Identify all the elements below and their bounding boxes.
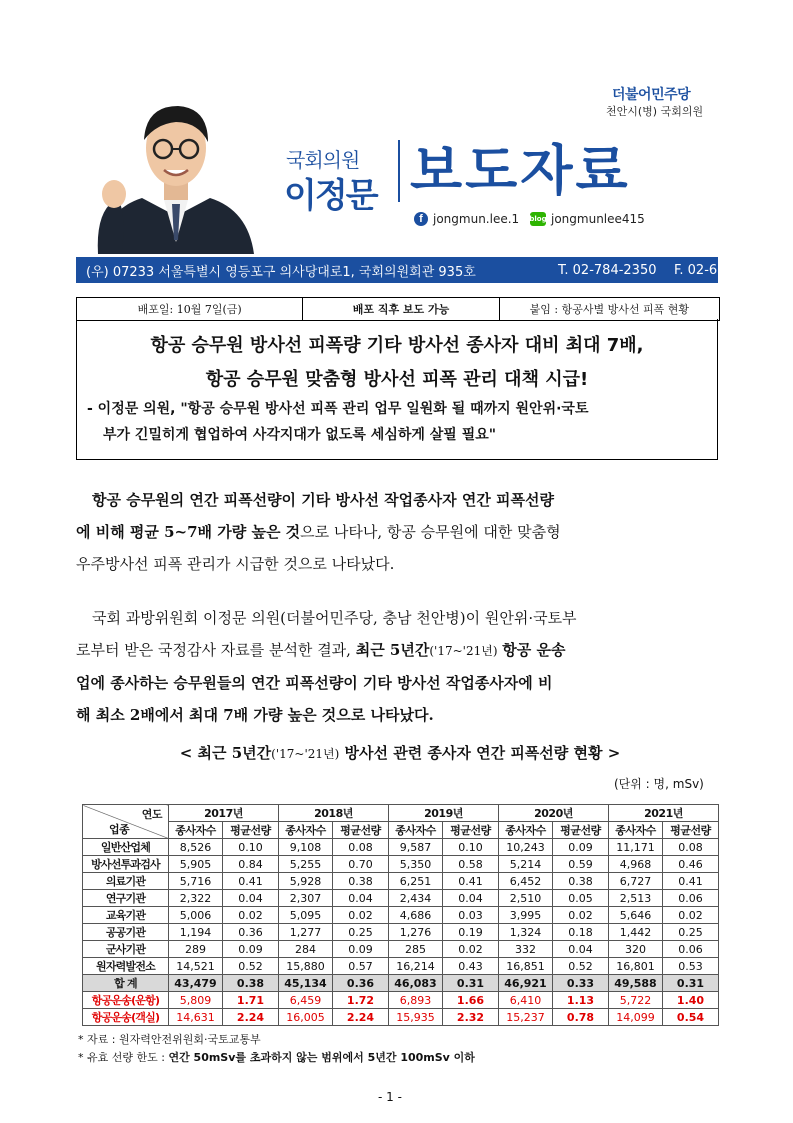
table-title-a: < 최근 5년간 [179,744,272,762]
worker-count-cell: 9,108 [279,839,333,856]
avg-dose-cell: 0.19 [443,924,499,941]
avg-dose-cell: 1.66 [443,992,499,1009]
worker-count-cell: 5,255 [279,856,333,873]
year-header: 2020년 [499,805,609,822]
worker-count-cell: 46,083 [389,975,443,992]
worker-count-cell: 5,646 [609,907,663,924]
worker-count-cell: 15,935 [389,1009,443,1026]
lead-paragraph [76,484,724,580]
fax-text: F. 02-6788-7060 [674,262,780,278]
worker-count-cell: 45,134 [279,975,333,992]
avg-dose-cell: 0.41 [223,873,279,890]
blog-handle[interactable] [530,210,645,228]
row-category: 연구기관 [83,890,169,907]
avg-dose-cell: 0.18 [553,924,609,941]
table-row [83,992,719,1009]
worker-count-cell: 5,905 [169,856,223,873]
worker-count-cell: 289 [169,941,223,958]
worker-count-cell: 5,928 [279,873,333,890]
avg-dose-cell: 0.36 [223,924,279,941]
worker-count-cell: 15,237 [499,1009,553,1026]
row-category: 원자력발전소 [83,958,169,975]
avg-dose-cell: 0.36 [333,975,389,992]
avg-dose-cell: 0.08 [333,839,389,856]
avg-dose-cell: 2.24 [333,1009,389,1026]
worker-count-cell: 14,099 [609,1009,663,1026]
table-row [83,924,719,941]
worker-count-cell: 6,251 [389,873,443,890]
table-row [83,975,719,992]
radiation-dose-table [82,804,719,1026]
table-row [83,907,719,924]
worker-count-cell: 16,801 [609,958,663,975]
avg-dose-cell: 0.38 [333,873,389,890]
dose-header: 평균선량 [553,822,609,839]
worker-count-cell: 5,809 [169,992,223,1009]
worker-count-cell: 2,307 [279,890,333,907]
facebook-handle[interactable] [414,210,519,228]
dose-header: 평균선량 [443,822,499,839]
worker-count-cell: 16,851 [499,958,553,975]
avg-dose-cell: 0.41 [663,873,719,890]
table-row [83,1009,719,1026]
lead-text-b: 에 비해 평균 5~7배 가량 높은 것 [76,523,301,541]
avg-dose-cell: 0.33 [553,975,609,992]
body-text-e: 항공 운송 [502,641,566,659]
worker-count-cell: 6,410 [499,992,553,1009]
row-category: 항공운송(운항) [83,992,169,1009]
avg-dose-cell: 0.70 [333,856,389,873]
avg-dose-cell: 0.02 [333,907,389,924]
avg-dose-cell: 0.54 [663,1009,719,1026]
row-category: 합 계 [83,975,169,992]
avg-dose-cell: 0.02 [443,941,499,958]
avg-dose-cell: 0.38 [553,873,609,890]
corner-year-label: 연도 [141,808,162,821]
avg-dose-cell: 0.09 [553,839,609,856]
worker-count-cell: 2,322 [169,890,223,907]
table-row [83,873,719,890]
avg-dose-cell: 0.10 [223,839,279,856]
avg-dose-cell: 2.32 [443,1009,499,1026]
avg-dose-cell: 1.72 [333,992,389,1009]
row-category: 교육기관 [83,907,169,924]
contact-bar [76,257,780,283]
worker-count-cell: 2,513 [609,890,663,907]
release-date: 배포일: 10월 7일(금) [77,298,303,320]
dose-header: 평균선량 [333,822,389,839]
body-text-g: 해 최소 2배에서 최대 7배 가량 높은 것으로 나타났다. [76,706,434,724]
headline-line-2: 항공 승무원 맞춤형 방사선 피폭 관리 대책 시급! [205,369,589,390]
worker-count-cell: 5,722 [609,992,663,1009]
table-row [83,839,719,856]
worker-count-cell: 1,324 [499,924,553,941]
count-header: 종사자수 [609,822,663,839]
avg-dose-cell: 0.05 [553,890,609,907]
party-subtitle: 천안시(병) 국회의원 [606,105,704,118]
year-header: 2017년 [169,805,279,822]
subheadline-line-2: 부가 긴밀히게 협업하여 사각지대가 없도록 세심하게 살필 필요" [103,427,497,443]
worker-count-cell: 9,587 [389,839,443,856]
dose-limit-note [78,1049,475,1065]
avg-dose-cell: 0.02 [553,907,609,924]
count-header: 종사자수 [279,822,333,839]
table-row [83,941,719,958]
worker-count-cell: 43,479 [169,975,223,992]
worker-count-cell: 1,276 [389,924,443,941]
table-row [83,856,719,873]
table-row [83,958,719,975]
worker-count-cell: 2,510 [499,890,553,907]
body-text-d: ('17~'21년) [429,644,498,658]
worker-count-cell: 4,686 [389,907,443,924]
worker-count-cell: 1,194 [169,924,223,941]
table-row [83,890,719,907]
mp-role: 국회의원 [286,148,360,172]
count-header: 종사자수 [389,822,443,839]
lawmaker-photo [92,92,260,254]
title-divider [398,140,400,202]
blog-text: jongmunlee415 [551,212,645,226]
page-number: - 1 - [378,1090,402,1104]
avg-dose-cell: 0.53 [663,958,719,975]
avg-dose-cell: 0.43 [443,958,499,975]
avg-dose-cell: 0.78 [553,1009,609,1026]
corner-type-label: 업종 [109,823,130,836]
worker-count-cell: 3,995 [499,907,553,924]
body-text-c: 최근 5년간 [355,641,430,659]
avg-dose-cell: 0.09 [333,941,389,958]
avg-dose-cell: 0.04 [443,890,499,907]
worker-count-cell: 6,459 [279,992,333,1009]
avg-dose-cell: 0.06 [663,941,719,958]
dose-limit-value: 연간 50mSv를 초과하지 않는 범위에서 5년간 100mSv 이하 [168,1051,475,1064]
table-title [100,742,700,763]
worker-count-cell: 8,526 [169,839,223,856]
worker-count-cell: 11,171 [609,839,663,856]
avg-dose-cell: 0.41 [443,873,499,890]
avg-dose-cell: 0.09 [223,941,279,958]
release-meta-row [76,297,720,321]
row-category: 공공기관 [83,924,169,941]
blog-icon: blog [530,212,546,226]
body-text-f: 업에 종사하는 승무원들의 연간 피폭선량이 기타 방사선 작업종사자에 비 [76,674,553,692]
avg-dose-cell: 2.24 [223,1009,279,1026]
avg-dose-cell: 0.58 [443,856,499,873]
body-paragraph [76,602,724,731]
worker-count-cell: 2,434 [389,890,443,907]
worker-count-cell: 285 [389,941,443,958]
lead-text-d: 우주방사선 피폭 관리가 시급한 것으로 나타났다. [76,555,395,573]
dose-header: 평균선량 [223,822,279,839]
avg-dose-cell: 0.02 [663,907,719,924]
worker-count-cell: 14,521 [169,958,223,975]
lead-text-c: 으로 나타나, 항공 승무원에 대한 맞춤형 [300,523,561,541]
worker-count-cell: 16,214 [389,958,443,975]
worker-count-cell: 14,631 [169,1009,223,1026]
avg-dose-cell: 0.46 [663,856,719,873]
row-category: 방사선투과검사 [83,856,169,873]
avg-dose-cell: 0.04 [223,890,279,907]
worker-count-cell: 5,716 [169,873,223,890]
facebook-text: jongmun.lee.1 [433,212,520,226]
row-category: 항공운송(객실) [83,1009,169,1026]
source-note: * 자료 : 원자력안전위원회·국토교통부 [78,1033,261,1046]
worker-count-cell: 46,921 [499,975,553,992]
body-text-b: 로부터 받은 국정감사 자료를 분석한 결과, [76,641,351,659]
worker-count-cell: 5,214 [499,856,553,873]
worker-count-cell: 6,893 [389,992,443,1009]
body-text-a: 국회 과방위원회 이정문 의원(더불어민주당, 충남 천안병)이 원안위·국토부 [92,609,577,627]
table-corner-header [83,805,169,839]
worker-count-cell: 320 [609,941,663,958]
count-header: 종사자수 [169,822,223,839]
avg-dose-cell: 0.84 [223,856,279,873]
party-logo: 더불어민주당 [612,87,691,103]
facebook-icon: f [414,212,428,226]
worker-count-cell: 332 [499,941,553,958]
subheadline-line-1: - 이정문 의원, "항공 승무원 방사선 피폭 관리 업무 일원화 될 때까지 원안위·국토 [87,401,589,417]
attachment-note: 붙임 : 항공사별 방사선 피폭 현황 [529,303,689,316]
avg-dose-cell: 0.10 [443,839,499,856]
avg-dose-cell: 1.13 [553,992,609,1009]
lead-text-a: 항공 승무원의 연간 피폭선량이 기타 방사선 작업종사자 연간 피폭선량 [92,491,554,509]
avg-dose-cell: 0.31 [443,975,499,992]
table-title-c: 방사선 관련 종사자 연간 피폭선량 현황 > [344,744,621,762]
avg-dose-cell: 0.08 [663,839,719,856]
address-text: (우) 07233 서울특별시 영등포구 의사당대로1, 국회의원회관 935호 [86,264,476,280]
worker-count-cell: 284 [279,941,333,958]
worker-count-cell: 16,005 [279,1009,333,1026]
avg-dose-cell: 0.59 [553,856,609,873]
worker-count-cell: 6,452 [499,873,553,890]
worker-count-cell: 15,880 [279,958,333,975]
tel-text: T. 02-784-2350 [558,262,657,278]
headline-line-1: 항공 승무원 방사선 피폭량 기타 방사선 종사자 대비 최대 7배, [150,335,644,356]
avg-dose-cell: 0.02 [223,907,279,924]
worker-count-cell: 5,095 [279,907,333,924]
worker-count-cell: 4,968 [609,856,663,873]
worker-count-cell: 5,006 [169,907,223,924]
mp-name: 이정문 [284,176,377,216]
avg-dose-cell: 1.71 [223,992,279,1009]
avg-dose-cell: 0.25 [333,924,389,941]
press-release-title: 보도자료 [410,139,631,202]
avg-dose-cell: 0.06 [663,890,719,907]
table-title-b: ('17~'21년) [271,747,340,761]
year-header: 2019년 [389,805,499,822]
table-unit: (단위 : 명, mSv) [614,777,704,791]
avg-dose-cell: 0.57 [333,958,389,975]
avg-dose-cell: 0.52 [223,958,279,975]
year-header: 2018년 [279,805,389,822]
row-category: 군사기관 [83,941,169,958]
avg-dose-cell: 0.38 [223,975,279,992]
avg-dose-cell: 0.03 [443,907,499,924]
row-category: 의료기관 [83,873,169,890]
worker-count-cell: 10,243 [499,839,553,856]
worker-count-cell: 5,350 [389,856,443,873]
avg-dose-cell: 0.52 [553,958,609,975]
avg-dose-cell: 0.31 [663,975,719,992]
avg-dose-cell: 0.04 [333,890,389,907]
worker-count-cell: 1,277 [279,924,333,941]
count-header: 종사자수 [499,822,553,839]
row-category: 일반산업체 [83,839,169,856]
avg-dose-cell: 1.40 [663,992,719,1009]
dose-limit-label: * 유효 선량 한도 : [78,1051,165,1064]
worker-count-cell: 49,588 [609,975,663,992]
worker-count-cell: 6,727 [609,873,663,890]
avg-dose-cell: 0.04 [553,941,609,958]
headline-box [76,319,718,460]
embargo-note: 배포 직후 보도 가능 [303,298,499,320]
worker-count-cell: 1,442 [609,924,663,941]
avg-dose-cell: 0.25 [663,924,719,941]
dose-header: 평균선량 [663,822,719,839]
year-header: 2021년 [609,805,719,822]
